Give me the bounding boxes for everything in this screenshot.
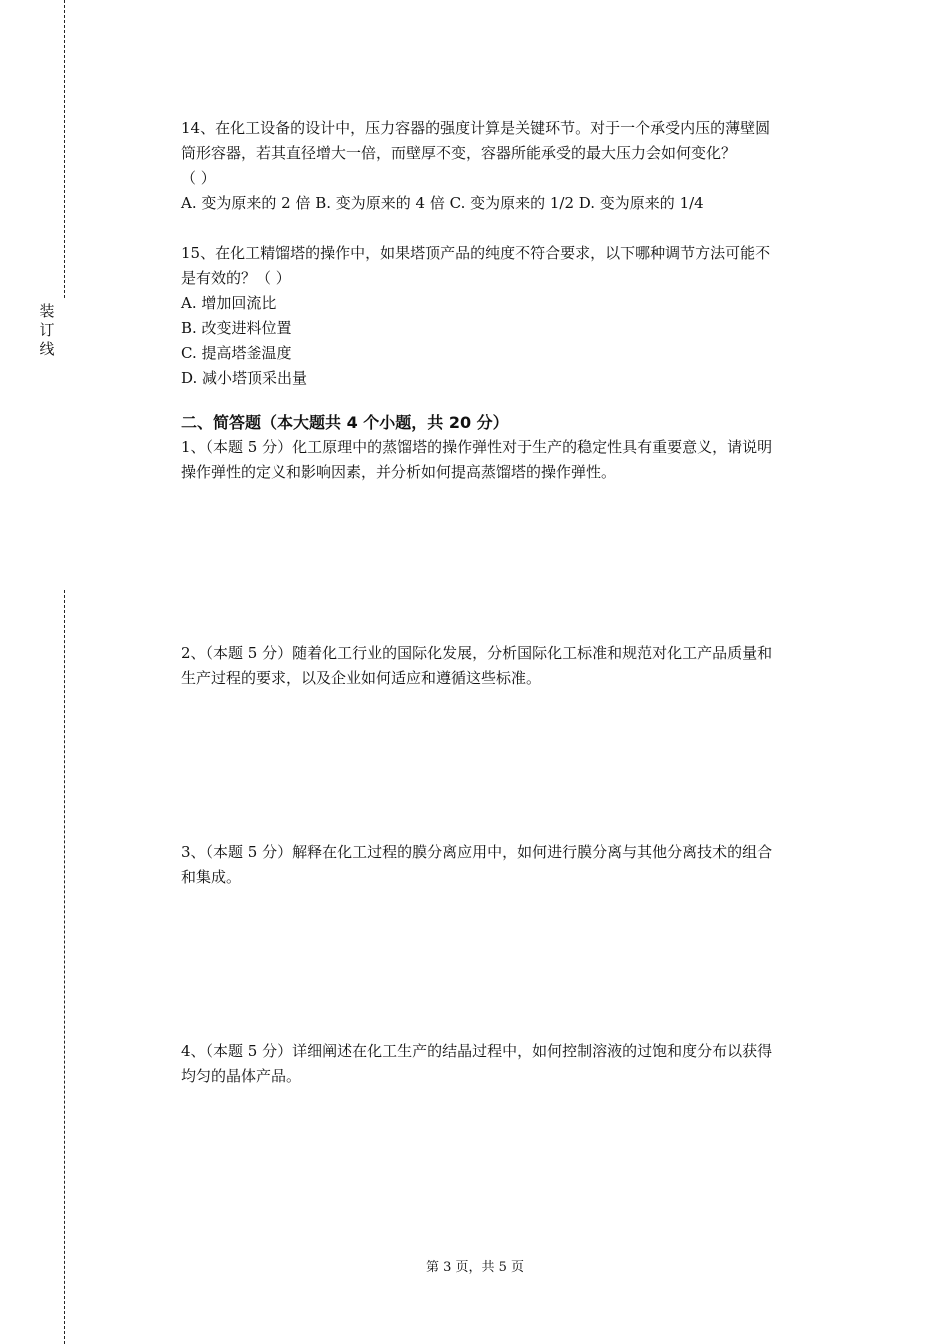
question-text-line: 15、在化工精馏塔的操作中，如果塔顶产品的纯度不符合要求，以下哪种调节方法可能不	[181, 244, 771, 262]
question-options: A. 变为原来的 2 倍 B. 变为原来的 4 倍 C. 变为原来的 1/2 D. 变为原来的 1/4	[181, 194, 704, 212]
question-text-line: 均匀的晶体产品。	[181, 1067, 302, 1085]
question-text-line: 3、（本题 5 分）解释在化工过程的膜分离应用中，如何进行膜分离与其他分离技术的组合	[181, 843, 773, 861]
question-text-line: 4、（本题 5 分）详细阐述在化工生产的结晶过程中，如何控制溶液的过饱和度分布以获得	[181, 1042, 773, 1060]
question-15	[181, 241, 841, 391]
question-14	[181, 116, 841, 216]
binding-label	[37, 302, 57, 359]
binding-label-char: 线	[39, 340, 55, 358]
option-a: A. 增加回流比	[181, 294, 277, 312]
option-c: C. 提高塔釜温度	[181, 344, 292, 362]
short-answer-question-3	[181, 840, 841, 890]
short-answer-question-2	[181, 641, 841, 691]
answer-blank: （ ）	[181, 169, 216, 187]
question-text-line: 是有效的？（ ）	[181, 269, 291, 287]
binding-dashed-line-bottom	[64, 590, 65, 1344]
page-content	[181, 116, 841, 485]
page-number-footer: 第 3 页，共 5 页	[425, 1260, 525, 1275]
option-d: D. 减小塔顶采出量	[181, 369, 308, 387]
question-text-line: 2、（本题 5 分）随着化工行业的国际化发展，分析国际化工标准和规范对化工产品质量和	[181, 644, 773, 662]
question-text-line: 筒形容器，若其直径增大一倍，而壁厚不变，容器所能承受的最大压力会如何变化？	[181, 144, 737, 162]
question-text-line: 1、（本题 5 分）化工原理中的蒸馏塔的操作弹性对于生产的稳定性具有重要意义，请说明	[181, 438, 773, 456]
binding-label-char: 订	[39, 321, 55, 339]
option-b: B. 改变进料位置	[181, 319, 292, 337]
question-text-line: 14、在化工设备的设计中，压力容器的强度计算是关键环节。对于一个承受内压的薄壁圆	[181, 119, 771, 137]
short-answer-question-1	[181, 435, 841, 485]
question-text-line: 操作弹性的定义和影响因素，并分析如何提高蒸馏塔的操作弹性。	[181, 463, 617, 481]
question-text-line: 和集成。	[181, 868, 242, 886]
binding-dashed-line-top	[64, 0, 65, 298]
binding-label-char: 装	[39, 302, 55, 320]
short-answer-question-4	[181, 1039, 841, 1089]
question-text-line: 生产过程的要求，以及企业如何适应和遵循这些标准。	[181, 669, 542, 687]
section-title: 二、简答题（本大题共 4 个小题，共 20 分）	[181, 413, 509, 432]
